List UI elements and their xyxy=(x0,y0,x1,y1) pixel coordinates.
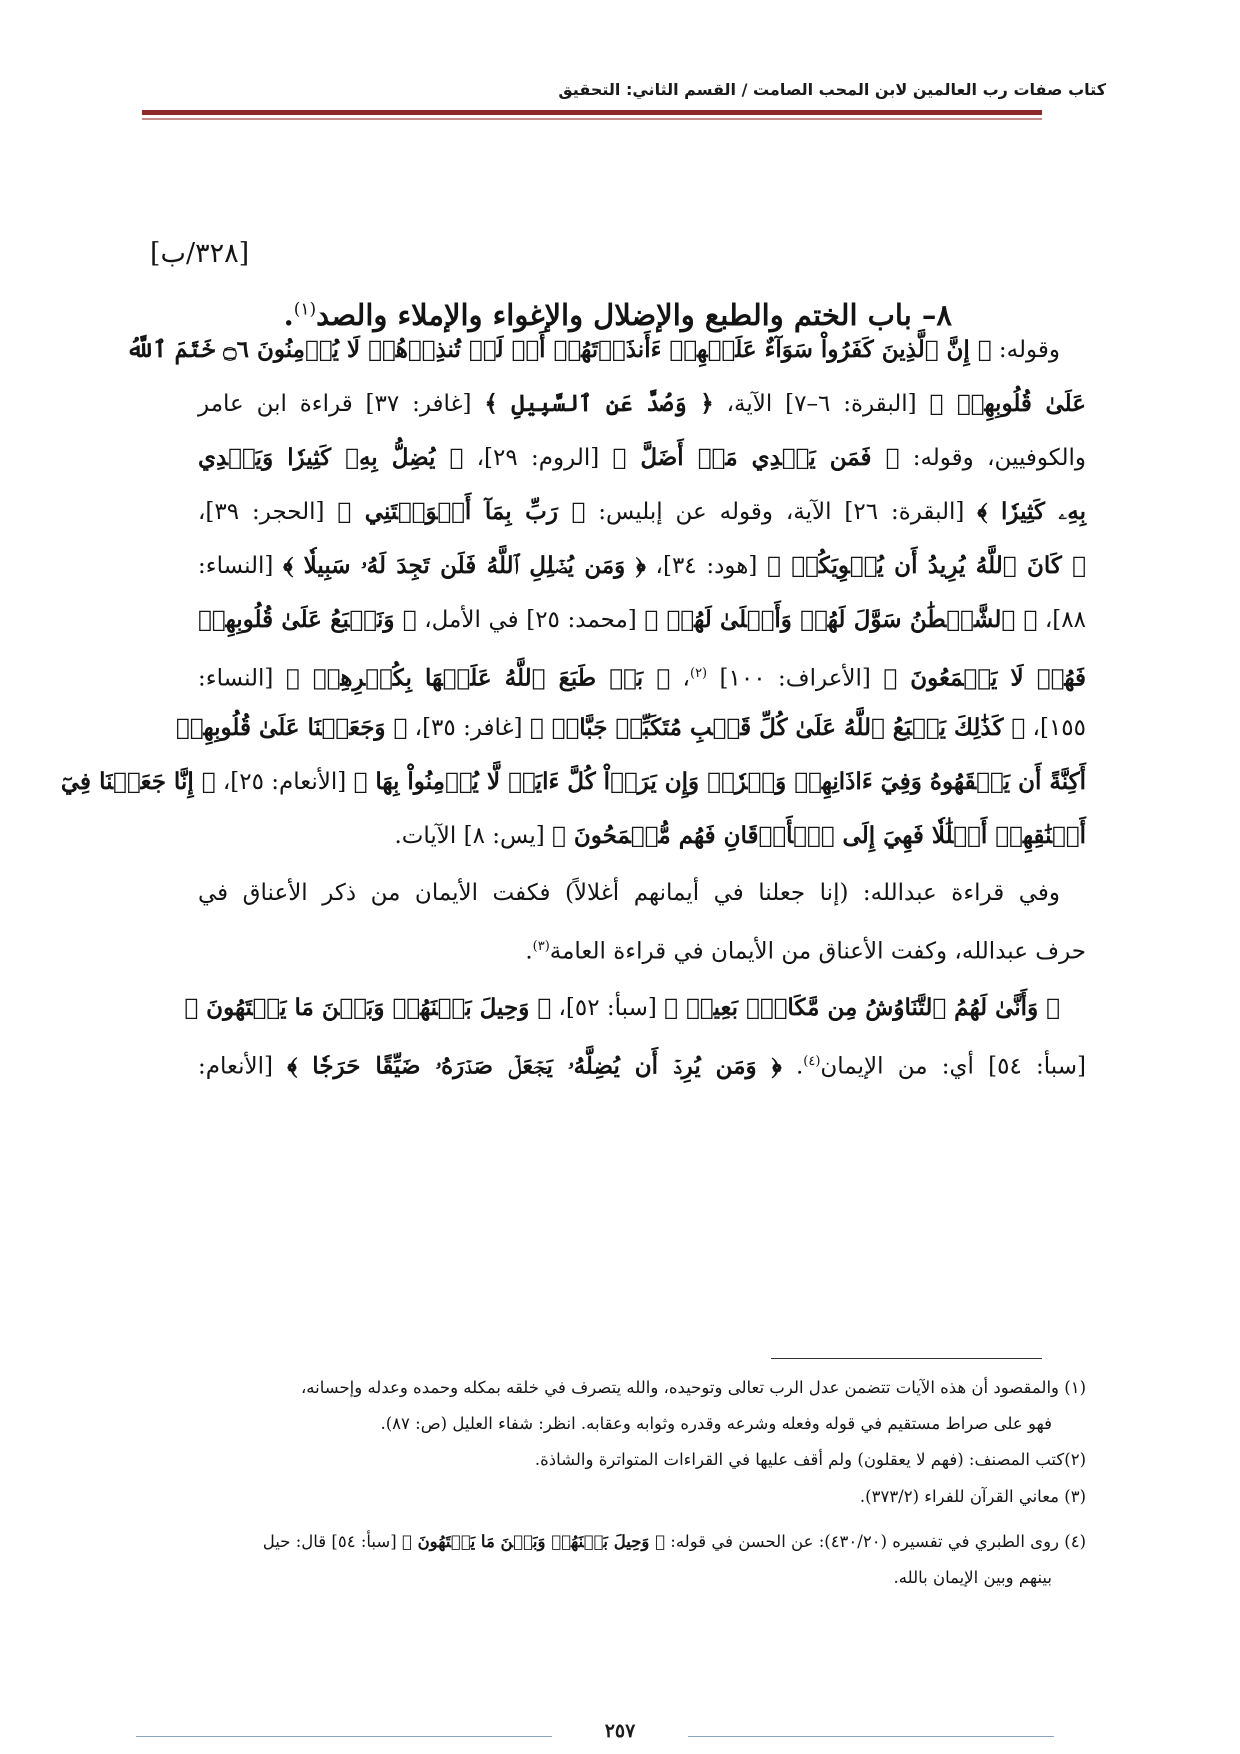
quran-quote: ﴿ وَمَن يُضۡلِلِ ٱللَّهُ فَلَن تَجِدَ لَهُۥ سَبِيلٗا ﴾ xyxy=(283,552,646,579)
header-rule-thin xyxy=(142,118,1042,120)
header-title: كتاب صفات رب العالمين لابن المحب الصامت / القسم الثاني: التحقيق xyxy=(558,80,1106,99)
footnote-ref[interactable]: (١) xyxy=(293,299,317,320)
footnote-1-cont: فهو على صراط مستقيم في قوله وفعله وشرعه وقدره وثوابه وعقابه. انظر: شفاء العليل (ص: ٨٧). xyxy=(380,1414,1052,1433)
text-run: وقوله: xyxy=(991,337,1060,363)
text-line xyxy=(60,755,1086,809)
footnote-4 xyxy=(194,1526,1086,1558)
text-run: . xyxy=(781,1053,804,1080)
quran-quote: ﴿ وَجَعَلۡنَا عَلَىٰ قُلُوبِهِمۡ xyxy=(175,714,408,741)
text-run: [محمد: ٢٥] في الأمل، xyxy=(416,607,645,633)
text-line xyxy=(198,1035,1086,1089)
quran-quote: بِهِۦ كَثِيرٗا ﴾ xyxy=(977,498,1086,525)
text-run: [يس: ٨] الآيات. xyxy=(394,823,553,849)
footnote-ref[interactable]: (٤) xyxy=(803,1054,821,1069)
quran-quote: ﴿ وَمَن يُرِدۡ أَن يُضِلَّهُۥ يَجۡعَلۡ صَدۡرَهُۥ ضَيِّقًا حَرَجٗا ﴾ xyxy=(287,1052,782,1080)
text-line xyxy=(198,647,1086,701)
text-run: [الأنعام: xyxy=(198,1053,288,1080)
quran-quote: أَعۡنَٰقِهِمۡ أَغۡلَٰلٗا فَهِيَ إِلَى ٱلۡأَذۡقَانِ فَهُم مُّقۡمَحُونَ ﴾ xyxy=(552,822,1086,849)
quran-quote: أَكِنَّةً أَن يَفۡقَهُوهُ وَفِيٓ ءَاذَانِهِمۡ وَقۡرٗاۚ وَإِن يَرَوۡاْ كُلَّ ءَايَةٖ لَّا يُؤۡمِنُواْ بِهَا ﴾ xyxy=(353,768,1086,795)
text-line xyxy=(126,323,1086,377)
quran-quote: ﴿ وَحِيلَ بَيۡنَهُمۡ وَبَيۡنَ مَا يَشۡتَهُونَ ﴾ xyxy=(401,1532,666,1551)
text-line: وفي قراءة عبدالله: (إنا جعلنا في أيمانهم أغلالاً) فكفت الأيمان من ذكر الأعناق في xyxy=(198,880,1060,906)
chapter-title-text: ٨– باب الختم والطبع والإضلال والإغواء والإملاء والصد xyxy=(316,298,952,332)
text-run: [غافر: ٣٧] قراءة ابن عامر xyxy=(198,391,485,417)
quran-quote: ﴿ كَذَٰلِكَ يَطۡبَعُ ٱللَّهُ عَلَىٰ كُلِّ قَلۡبِ مُتَكَبِّرٖ جَبَّارٖ ﴾ xyxy=(529,714,1026,741)
text-run: والكوفيين، وقوله: xyxy=(899,445,1086,471)
quran-quote: ﴿ بَلۡ طَبَعَ ٱللَّهُ عَلَيۡهَا بِكُفۡرِهِمۡ ﴾ xyxy=(285,664,671,692)
quran-quote: ﴿ فَمَن يَهۡدِي مَنۡ أَضَلَّ ﴾ xyxy=(612,444,900,471)
text-line xyxy=(198,809,1086,863)
text-run: [الحجر: ٣٩]، xyxy=(198,499,338,525)
text-run: [البقرة: ٢٦] الآية، وقوله عن إبليس: xyxy=(585,499,978,525)
footnote-4-cont: بينهم وبين الإيمان بالله. xyxy=(893,1568,1052,1587)
text-run: [سبأ: ٥٤] قال: حيل xyxy=(262,1532,402,1551)
footer-rule-right xyxy=(688,1736,1054,1737)
text-line xyxy=(175,701,1086,755)
text-run: [سبأ: ٥٤] أي: من الإيمان xyxy=(820,1053,1086,1080)
header-rule xyxy=(142,110,1042,115)
text-run: [هود: ٣٤]، xyxy=(645,553,768,579)
quran-quote: ﴿ كَانَ ٱللَّهُ يُرِيدُ أَن يُغۡوِيَكُمۡ ﴾ xyxy=(767,552,1086,579)
text-line xyxy=(198,539,1086,593)
footer-rule-left xyxy=(136,1736,552,1737)
text-run: [سبأ: ٥٢]، xyxy=(551,995,665,1021)
page-number: ٢٥٧ xyxy=(604,1720,636,1742)
footnote-ref[interactable]: (٢) xyxy=(689,666,708,681)
footnote-1: (١) والمقصود أن هذه الآيات تتضمن عدل الرب تعالى وتوحيده، والله يتصرف في خلقه بمكله وحمده وعدله وإحسانه، xyxy=(300,1378,1086,1397)
text-line xyxy=(198,431,1086,485)
text-run: [النساء: xyxy=(198,553,284,579)
text-run: [الروم: ٢٩]، xyxy=(463,445,613,471)
quran-quote: ﴿ إِنَّ ٱلَّذِينَ كَفَرُواْ سَوَآءٌ عَلَيۡهِمۡ ءَأَنذَرۡتَهُمۡ أَمۡ لَمۡ تُنذِرۡهُمۡ لَا يُؤۡمِنُونَ ۝٦ خَتَمَ ٱللَّهُ xyxy=(126,336,992,363)
quran-quote: ﴿ وَنَطۡبَعُ عَلَىٰ قُلُوبِهِمۡ xyxy=(198,606,417,633)
quran-quote: ﴿ ٱلشَّيۡطَٰنُ سَوَّلَ لَهُمۡ وَأَمۡلَىٰ لَهُمۡ ﴾ xyxy=(644,606,1038,633)
footnote-3: (٣) معاني القرآن للفراء (٣٧٣/٢). xyxy=(859,1487,1086,1506)
footnote-separator xyxy=(771,1358,1042,1359)
text-run: ١٥٥]، xyxy=(1025,715,1086,741)
quran-quote: ﴿ وَأَنَّىٰ لَهُمُ ٱلتَّنَاوُشُ مِن مَّكَانِۭ بَعِيدٖ ﴾ xyxy=(664,994,1060,1021)
chapter-title-end: . xyxy=(283,298,294,332)
footnote-ref[interactable]: (٣) xyxy=(532,939,550,954)
text-run: [غافر: ٣٥]، xyxy=(407,715,530,741)
text-run: [البقرة: ٦–٧] الآية، xyxy=(713,391,930,417)
text-line xyxy=(198,593,1086,647)
quran-quote: ﴿ وَصُدَّ عَنِ ٱلسَّبِيلِ ﴾ xyxy=(484,390,714,417)
quran-quote: ﴿ إِنَّا جَعَلۡنَا فِيٓ xyxy=(60,768,216,795)
quran-quote: ﴿ وَحِيلَ بَيۡنَهُمۡ وَبَيۡنَ مَا يَشۡتَهُونَ ﴾ xyxy=(184,994,552,1021)
quran-quote: عَلَىٰ قُلُوبِهِمۡ ﴾ xyxy=(929,390,1086,417)
text-run: [الأنعام: ٢٥]، xyxy=(215,769,354,795)
text-run: حرف عبدالله، وكفت الأعناق من الأيمان في قراءة العامة xyxy=(549,938,1086,965)
text-run: [الأعراف: ١٠٠] xyxy=(707,665,884,692)
quran-quote: ﴿ رَبِّ بِمَآ أَغۡوَيۡتَنِي ﴾ xyxy=(337,498,586,525)
folio-marker: [٣٢٨/ب] xyxy=(150,238,250,269)
text-run: (٤) روى الطبري في تفسيره (٤٣٠/٢٠): عن الحسن في قوله: xyxy=(665,1532,1086,1551)
text-line xyxy=(198,485,1086,539)
text-run: ، xyxy=(670,665,690,692)
footnote-2: (٢)كتب المصنف: (فهم لا يعقلون) ولم أقف عليها في القراءات المتواترة والشاذة. xyxy=(534,1450,1086,1469)
text-line xyxy=(198,377,1086,431)
text-run: [النساء: xyxy=(198,665,286,692)
text-run: . xyxy=(525,938,533,965)
quran-quote: ﴿ يُضِلُّ بِهِۦ كَثِيرٗا وَيَهۡدِي xyxy=(198,444,464,471)
quran-quote: فَهُمۡ لَا يَسۡمَعُونَ ﴾ xyxy=(883,664,1086,692)
text-run: ٨٨]، xyxy=(1037,607,1086,633)
text-line xyxy=(184,981,1086,1035)
text-line xyxy=(198,920,1086,974)
